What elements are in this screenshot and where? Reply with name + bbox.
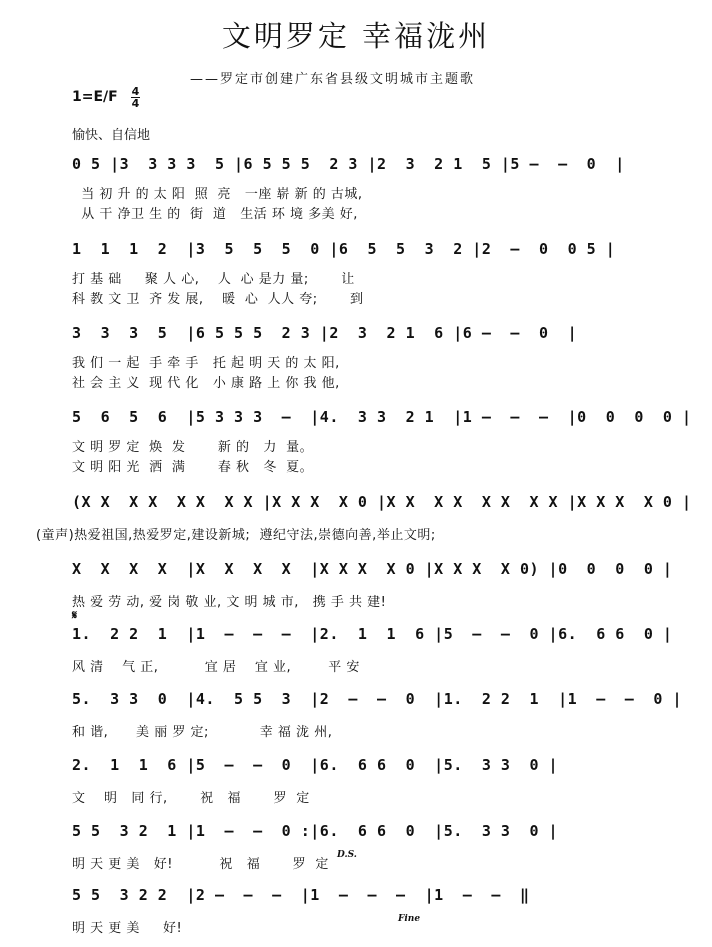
lyrics-row-3-verse-2: 社 会 主 义 现 代 化 小 康 路 上 你 我 他, bbox=[72, 376, 340, 391]
lyrics-row-6: 热 爱 劳 动, 爱 岗 敬 业, 文 明 城 市, 携 手 共 建! bbox=[72, 595, 387, 610]
ds-marking: D.S. bbox=[337, 850, 357, 860]
notation-row-7: 1. 2 2 1 |1 – – – |2. 1 1 6 |5 – – 0 |6. 6 6 0 | bbox=[72, 625, 673, 643]
time-signature-bottom: 4 bbox=[131, 97, 140, 110]
tempo-marking: 愉快、自信地 bbox=[72, 128, 151, 143]
segno-sign: 𝄋 bbox=[72, 608, 78, 622]
notation-row-6: X X X X |X X X X |X X X X 0 |X X X X 0) |0 0 0 0 | bbox=[72, 560, 673, 578]
lyrics-row-10: 明 天 更 美 好! 祝 福 罗 定 bbox=[72, 857, 329, 872]
lyrics-row-4-verse-2: 文 明 阳 光 洒 满 春 秋 冬 夏。 bbox=[72, 460, 314, 475]
fine-marking: Fine bbox=[398, 914, 421, 924]
song-subtitle: ——罗定市创建广东省县级文明城市主题歌 bbox=[190, 72, 476, 87]
notation-row-3: 3 3 3 5 |6 5 5 5 2 3 |2 3 2 1 6 |6 – – 0 | bbox=[72, 324, 578, 342]
notation-row-1: 0 5 |3 3 3 3 5 |6 5 5 5 2 3 |2 3 2 1 5 |5 – – 0 | bbox=[72, 155, 625, 173]
lyrics-row-2-verse-1: 打 基 础 聚 人 心, 人 心 是力 量; 让 bbox=[72, 272, 355, 287]
lyrics-row-3-verse-1: 我 们 一 起 手 牵 手 托 起 明 天 的 太 阳, bbox=[72, 356, 340, 371]
song-title: 文明罗定 幸福泷州 bbox=[221, 19, 491, 53]
notation-row-9: 2. 1 1 6 |5 – – 0 |6. 6 6 0 |5. 3 3 0 | bbox=[72, 756, 559, 774]
notation-row-10: 5 5 3 2 1 |1 – – 0 :|6. 6 6 0 |5. 3 3 0 | bbox=[72, 822, 559, 840]
lyrics-row-4-verse-1: 文 明 罗 定 焕 发 新 的 力 量。 bbox=[72, 440, 314, 455]
key-signature: 1=E/F bbox=[72, 89, 118, 105]
lyrics-row-1-verse-2: 从 干 净卫 生 的 街 道 生活 环 境 多美 好, bbox=[72, 207, 358, 222]
notation-row-5: (X X X X X X X X |X X X X 0 |X X X X X X X X |X X X X 0 | bbox=[72, 493, 692, 511]
lyrics-row-1-verse-1: 当 初 升 的 太 阳 照 亮 一座 崭 新 的 古城, bbox=[72, 187, 363, 202]
lyrics-row-2-verse-2: 科 教 文 卫 齐 发 展, 暖 心 人人 夸; 到 bbox=[72, 292, 364, 307]
notation-row-11: 5 5 3 2 2 |2 – – – |1 – – – |1 – – ‖ bbox=[72, 886, 530, 904]
lyrics-row-7: 风 清 气 正, 宜 居 宜 业, 平 安 bbox=[72, 660, 360, 675]
lyrics-row-8: 和 谐, 美 丽 罗 定; 幸 福 泷 州, bbox=[72, 725, 333, 740]
time-signature bbox=[131, 86, 140, 109]
notation-row-4: 5 6 5 6 |5 3 3 3 – |4. 3 3 2 1 |1 – – – |0 0 0 0 | bbox=[72, 408, 692, 426]
notation-row-8: 5. 3 3 0 |4. 5 5 3 |2 – – 0 |1. 2 2 1 |1 – – 0 | bbox=[72, 690, 682, 708]
notation-row-2: 1 1 1 2 |3 5 5 5 0 |6 5 5 3 2 |2 – 0 0 5 | bbox=[72, 240, 616, 258]
lyrics-row-9: 文 明 同 行, 祝 福 罗 定 bbox=[72, 791, 310, 806]
lyrics-row-11: 明 天 更 美 好! bbox=[72, 921, 183, 936]
time-signature-top: 4 bbox=[131, 85, 140, 98]
lyrics-row-5: (童声)热爱祖国,热爱罗定,建设新城; 遵纪守法,崇德向善,举止文明; bbox=[36, 528, 436, 543]
